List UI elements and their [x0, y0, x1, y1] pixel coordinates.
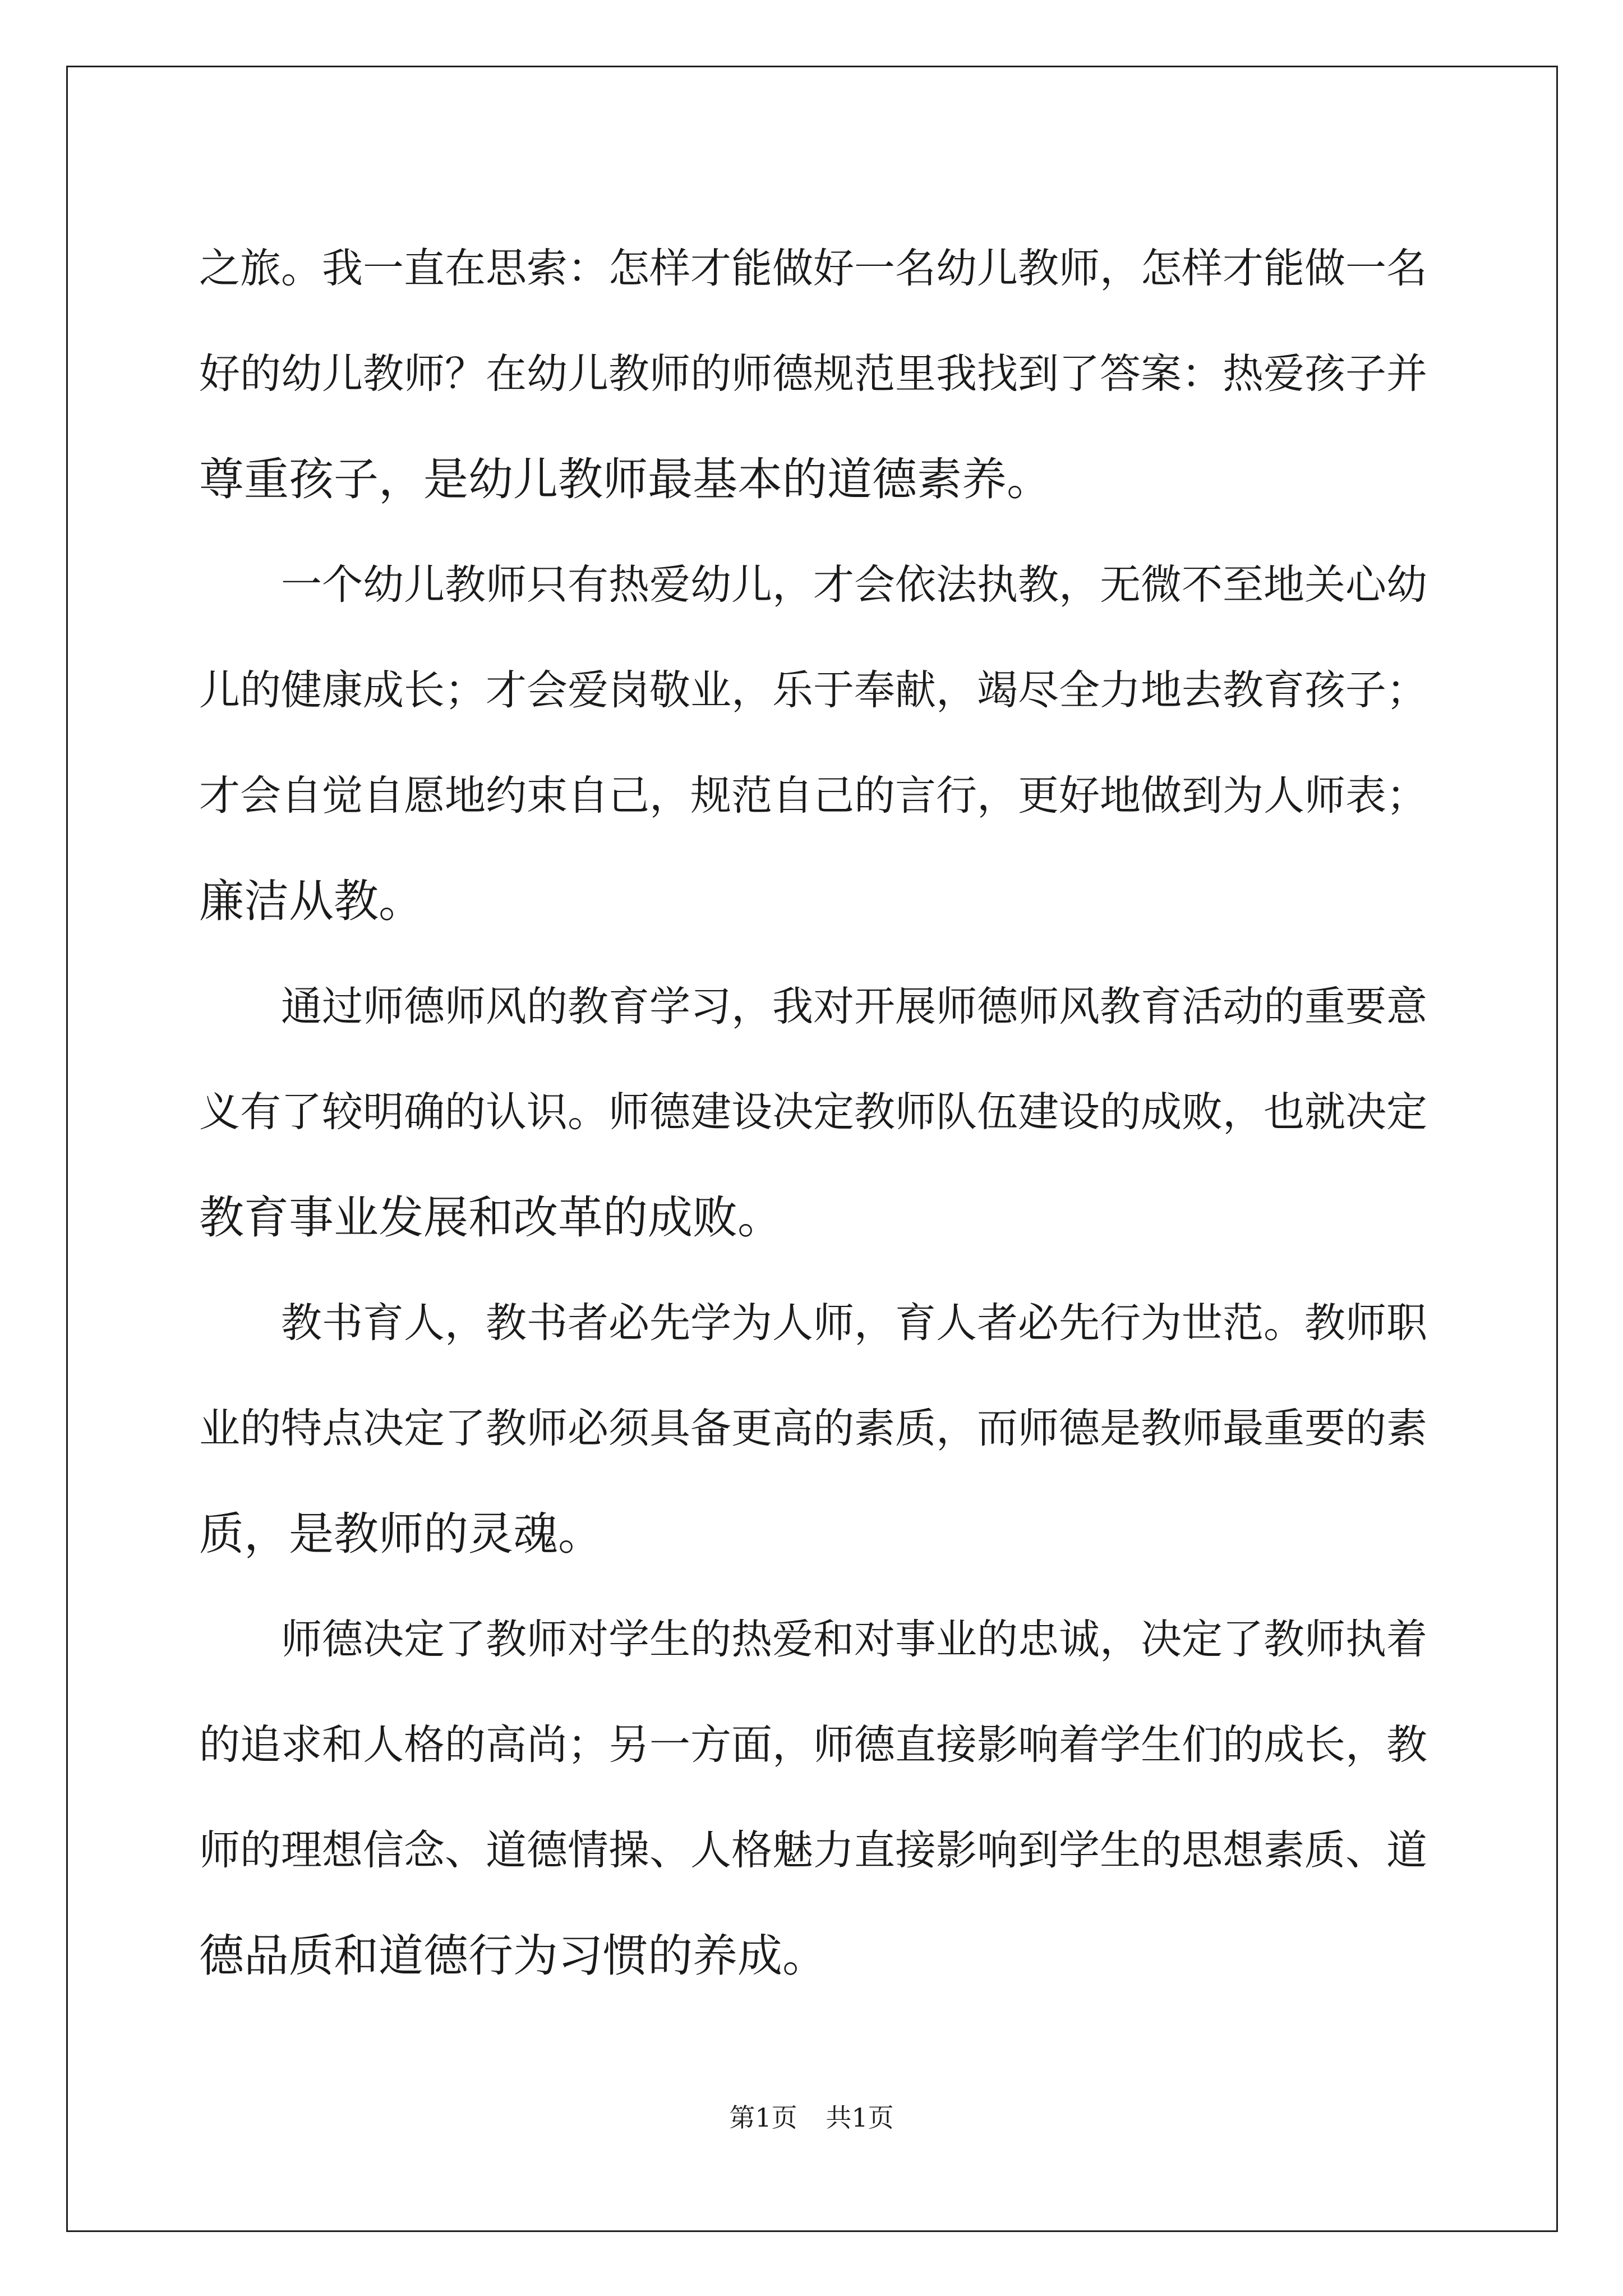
paragraph-first-line: 通过师德师风的教育学习，我对开展师德师风教育活动的重要意 — [199, 983, 1427, 1030]
paragraph-first-line: 教书育人，教书者必先学为人师，育人者必先行为世范。教师职 — [199, 1299, 1427, 1347]
text-line: 教育事业发展和改革的成败。 — [199, 1191, 782, 1244]
page-total: 共1页 — [826, 2102, 894, 2133]
paragraph-first-line: 一个幼儿教师只有热爱幼儿，才会依法执教，无微不至地关心幼 — [199, 561, 1427, 609]
text-line: 好的幼儿教师？在幼儿教师的师德规范里我找到了答案：热爱孩子并 — [199, 350, 1427, 398]
text-line: 德品质和道德行为习惯的养成。 — [199, 1930, 827, 1982]
text-line: 之旅。我一直在思索：怎样才能做好一名幼儿教师，怎样才能做一名 — [199, 245, 1427, 292]
text-line: 师的理想信念、道德情操、人格魅力直接影响到学生的思想素质、道 — [199, 1826, 1427, 1874]
text-line: 尊重孩子，是幼儿教师最基本的道德素养。 — [199, 453, 1052, 505]
text-line: 儿的健康成长；才会爱岗敬业，乐于奉献，竭尽全力地去教育孩子； — [199, 666, 1427, 714]
text-line: 廉洁从教。 — [199, 875, 423, 927]
text-line: 才会自觉自愿地约束自己，规范自己的言行，更好地做到为人师表； — [199, 772, 1427, 820]
document-body — [199, 216, 1427, 2009]
text-line: 业的特点决定了教师必须具备更高的素质，而师德是教师最重要的素 — [199, 1405, 1427, 1452]
text-line: 义有了较明确的认识。师德建设决定教师队伍建设的成败，也就决定 — [199, 1088, 1427, 1136]
page-footer — [0, 2101, 1623, 2134]
page-number: 第1页 — [729, 2102, 797, 2133]
text-line: 质，是教师的灵魂。 — [199, 1508, 603, 1560]
paragraph-first-line: 师德决定了教师对学生的热爱和对事业的忠诚，决定了教师执着 — [199, 1616, 1427, 1663]
text-line: 的追求和人格的高尚；另一方面，师德直接影响着学生们的成长，教 — [199, 1721, 1427, 1769]
